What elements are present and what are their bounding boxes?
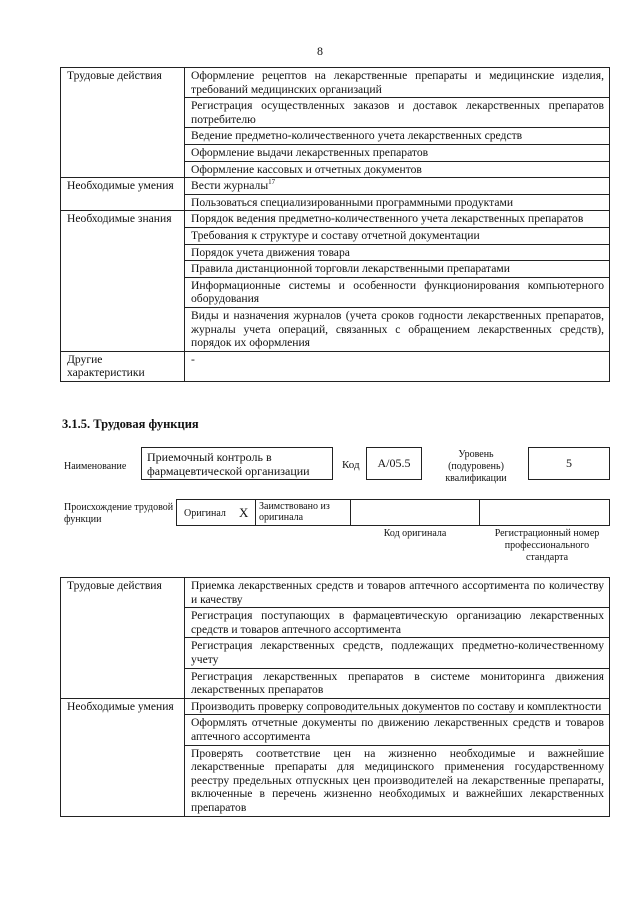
item-text: Регистрация лекарственных средств, подлежащих предметно-количественному учету bbox=[191, 639, 604, 666]
item-text: Регистрация поступающих в фармацевтическую организацию лекарственных средств и товаров аптечного ассортимента bbox=[191, 609, 604, 636]
item-cell bbox=[185, 578, 610, 608]
item-text: Ведение предметно-количественного учета лекарственных средств bbox=[191, 129, 523, 143]
code-original-caption: Код оригинала bbox=[383, 528, 447, 539]
name-label: Наименование bbox=[64, 461, 127, 472]
category-cell: Необходимые знания bbox=[61, 211, 185, 351]
item-cell bbox=[185, 307, 610, 351]
borrowed-cell bbox=[255, 500, 351, 525]
category-cell: Трудовые действия bbox=[61, 578, 185, 699]
table-row bbox=[61, 68, 610, 98]
item-cell bbox=[185, 638, 610, 668]
item-text: Оформление рецептов на лекарственные препараты и медицинские изделия, требований медицинских организаций bbox=[191, 69, 604, 96]
level-label: Уровень (подуровень) квалификации bbox=[445, 449, 507, 484]
item-text: Вести журналы bbox=[191, 179, 269, 193]
labor-table-function bbox=[60, 577, 610, 817]
function-name-value: Приемочный контроль в фармацевтической организации bbox=[147, 450, 310, 478]
item-text: Информационные системы и особенности функционирования компьютерного оборудования bbox=[191, 278, 604, 306]
item-text: Пользоваться специализированными программными продуктами bbox=[191, 195, 514, 209]
origin-label: Происхождение трудовой функции bbox=[64, 502, 174, 525]
code-label: Код bbox=[342, 459, 360, 471]
item-cell bbox=[185, 128, 610, 145]
item-text: - bbox=[191, 352, 195, 366]
item-text: Порядок учета движения товара bbox=[191, 245, 350, 259]
table-row bbox=[61, 211, 610, 228]
original-label: Оригинал bbox=[184, 508, 226, 519]
level-value: 5 bbox=[566, 456, 572, 470]
item-cell bbox=[185, 261, 610, 278]
item-text: Правила дистанционной торговли лекарственными препаратами bbox=[191, 262, 510, 276]
item-cell bbox=[185, 178, 610, 195]
item-cell bbox=[185, 144, 610, 161]
category-cell: Необходимые умения bbox=[61, 698, 185, 816]
item-cell bbox=[185, 608, 610, 638]
reg-number-cell bbox=[479, 500, 609, 525]
table-row bbox=[61, 178, 610, 195]
item-cell bbox=[185, 194, 610, 211]
reg-number-caption: Регистрационный номер профессионального стандарта bbox=[494, 528, 600, 563]
item-cell bbox=[185, 277, 610, 307]
category-cell: Трудовые действия bbox=[61, 68, 185, 178]
function-name-box bbox=[141, 447, 333, 480]
item-text: Оформление кассовых и отчетных документов bbox=[191, 162, 422, 176]
item-text: Требования к структуре и составу отчетной документации bbox=[191, 228, 480, 242]
item-text: Приемка лекарственных средств и товаров аптечного ассортимента по количеству и качеству bbox=[191, 579, 604, 606]
page-number: 8 bbox=[317, 44, 323, 58]
category-cell: Другие характеристики bbox=[61, 351, 185, 381]
code-value: А/05.5 bbox=[377, 456, 411, 470]
footnote-ref: 17 bbox=[268, 178, 276, 187]
item-cell bbox=[185, 351, 610, 381]
borrowed-label: Заимствовано из оригинала bbox=[259, 501, 330, 523]
original-cell bbox=[177, 500, 256, 525]
labor-table-previous bbox=[60, 67, 610, 382]
item-text: Проверять соответствие цен на жизненно необходимые и важнейшие лекарственные препараты для медицинского применения государственному реестру предельных отпускных цен производителей на лекарственные препараты, включенные в перечень жизненно необходимых и важнейших лекарственных препаратов bbox=[191, 746, 604, 814]
item-cell bbox=[185, 745, 610, 816]
item-text: Виды и назначения журналов (учета сроков годности лекарственных препаратов, журналы учета операций, связанных с обращением лекарственных средств), порядок их оформления bbox=[191, 308, 604, 350]
item-cell bbox=[185, 227, 610, 244]
item-cell bbox=[185, 98, 610, 128]
origin-row bbox=[176, 499, 610, 526]
item-cell bbox=[185, 68, 610, 98]
item-text: Оформление выдачи лекарственных препаратов bbox=[191, 145, 429, 159]
code-box bbox=[366, 447, 422, 480]
item-text: Порядок ведения предметно-количественного учета лекарственных препаратов bbox=[191, 212, 584, 226]
item-text: Регистрация лекарственных препаратов в системе мониторинга движения лекарственных препаратов bbox=[191, 669, 604, 697]
table-row bbox=[61, 578, 610, 608]
item-text: Оформлять отчетные документы по движению лекарственных средств и товаров аптечного ассортимента bbox=[191, 716, 604, 743]
item-cell bbox=[185, 244, 610, 261]
section-title: 3.1.5. Трудовая функция bbox=[62, 417, 199, 431]
code-original-cell bbox=[351, 500, 480, 525]
item-cell bbox=[185, 211, 610, 228]
table-row bbox=[61, 351, 610, 381]
item-text: Регистрация осуществленных заказов и доставок лекарственных препаратов потребителю bbox=[191, 99, 604, 126]
original-mark: X bbox=[239, 505, 249, 520]
item-cell bbox=[185, 668, 610, 698]
item-cell bbox=[185, 715, 610, 745]
item-cell bbox=[185, 698, 610, 715]
item-cell bbox=[185, 161, 610, 178]
item-text: Производить проверку сопроводительных документов по составу и комплектности bbox=[191, 699, 602, 713]
table-row bbox=[61, 698, 610, 715]
level-box bbox=[528, 447, 610, 480]
category-cell: Необходимые умения bbox=[61, 178, 185, 211]
